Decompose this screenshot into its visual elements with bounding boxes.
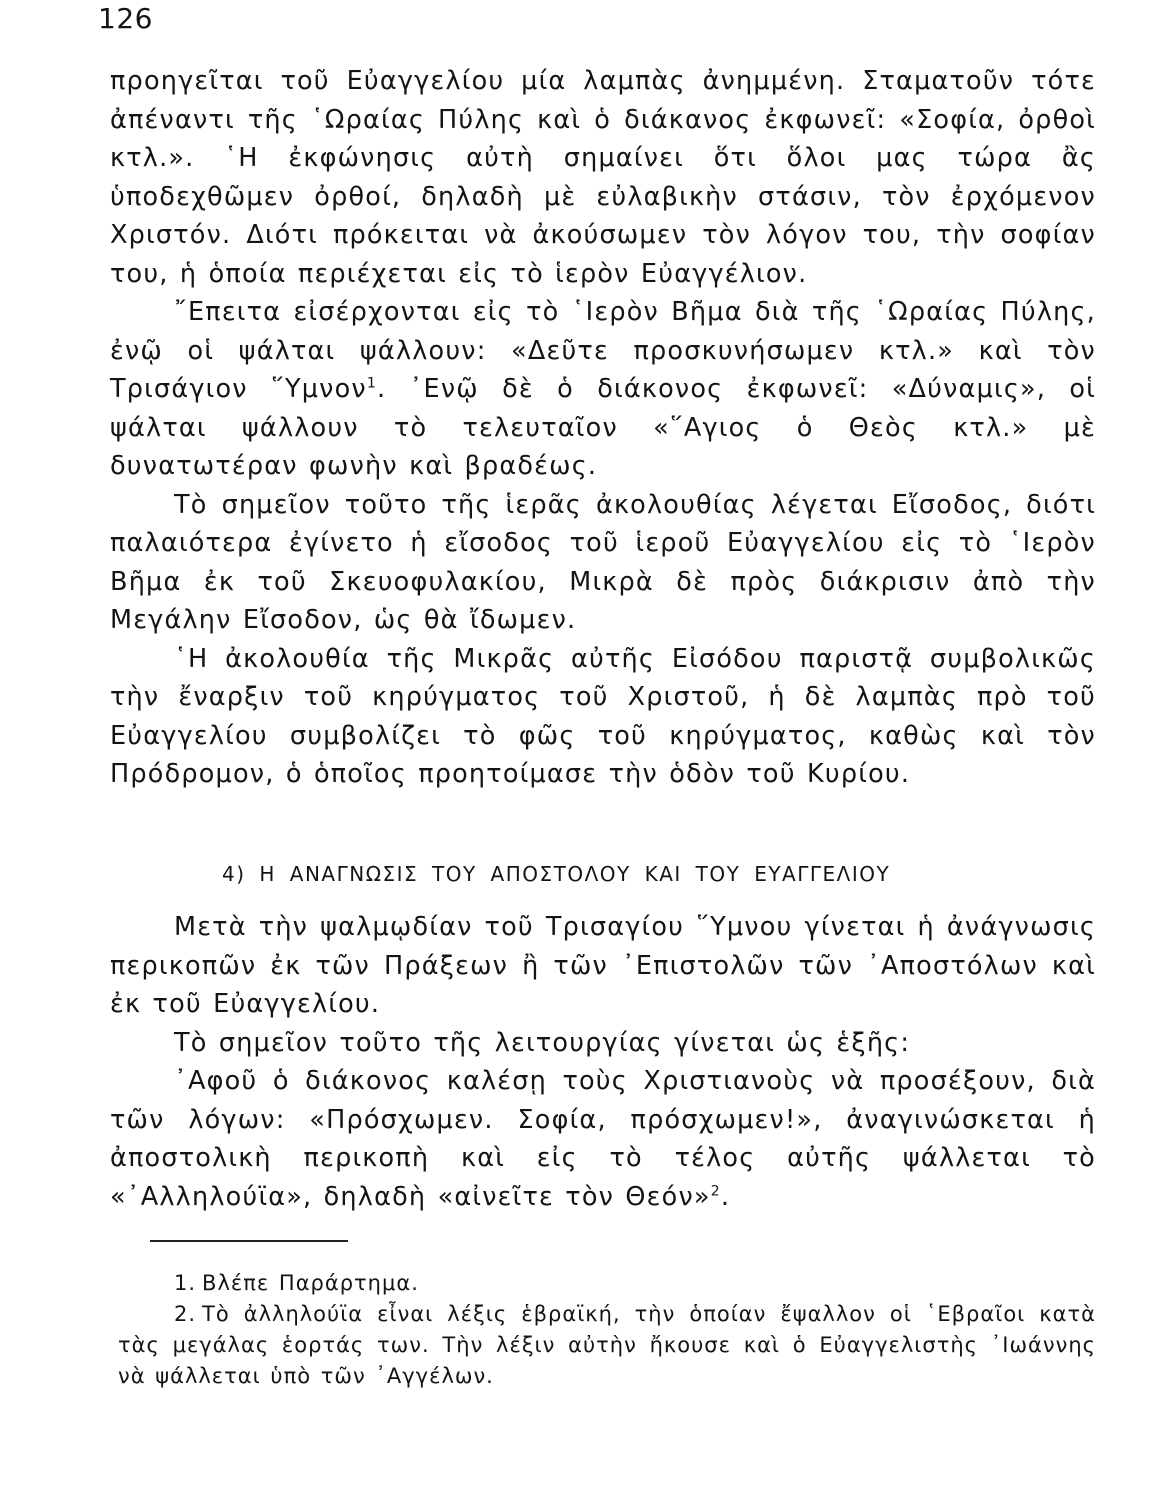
footnote-1-text: Βλέπε Παράρτημα. <box>202 1271 419 1295</box>
section-paragraph-2: Τὸ σημεῖον τοῦτο τῆς λειτουργίας γίνεται ὡς ἑξῆς: <box>174 1027 911 1058</box>
footnote-2-number: 2. <box>174 1302 197 1326</box>
footnote-divider <box>150 1240 348 1242</box>
footnotes <box>118 1268 1096 1392</box>
section-paragraph-3 <box>110 1062 1096 1216</box>
paragraph-1: προηγεῖται τοῦ Εὐαγγελίου μία λαμπὰς ἀνημμένη. Σταματοῦν τότε ἀπέναντι τῆς ῾Ωραίας Πύλης καὶ ὁ διάκανος ἐκφωνεῖ: «Σοφία, ὀρθοὶ κτλ.». ῾Η ἐκφώνησις αὐτὴ σημαίνει ὅτι ὅλοι μας τώρα ἂς ὑποδεχθῶμεν ὀρθοί, δηλαδὴ μὲ εὐλαβικὴν στάσιν, τὸν ἐρχόμενον Χριστόν. Διότι πρόκειται νὰ ἀκούσωμεν τὸν λόγον του, τὴν σοφίαν του, ἡ ὁποία περιέχεται εἰς τὸ ἱερὸν Εὐαγγέλιον. <box>110 66 1096 289</box>
section-heading: 4) Η ΑΝΑΓΝΩΣΙΣ ΤΟΥ ΑΠΟΣΤΟΛΟΥ ΚΑΙ ΤΟΥ ΕΥΑΓΓΕΛΙΟΥ <box>222 862 891 886</box>
main-text <box>110 62 1096 794</box>
paragraph-4: ῾Η ἀκολουθία τῆς Μικρᾶς αὐτῆς Εἰσόδου παριστᾷ συμβολικῶς τὴν ἔναρξιν τοῦ κηρύγματος τοῦ Χριστοῦ, ἡ δὲ λαμπὰς πρὸ τοῦ Εὐαγγελίου συμβολίζει τὸ φῶς τοῦ κηρύγματος, καθὼς καὶ τὸν Πρόδρομον, ὁ ὁποῖος προητοίμασε τὴν ὁδὸν τοῦ Κυρίου. <box>110 643 1096 789</box>
paragraph-3: Τὸ σημεῖον τοῦτο τῆς ἱερᾶς ἀκολουθίας λέγεται Εἴσοδος, διότι παλαιότερα ἐγίνετο ἡ εἴσοδος τοῦ ἱεροῦ Εὐαγγελίου εἰς τὸ ῾Ιερὸν Βῆμα ἐκ τοῦ Σκευοφυλακίου, Μικρὰ δὲ πρὸς διάκρισιν ἀπὸ τὴν Μεγάλην Εἴσοδον, ὡς θὰ ἴδωμεν. <box>110 489 1096 635</box>
footnote-ref-2: 2 <box>710 1183 721 1199</box>
footnote-1-number: 1. <box>174 1271 197 1295</box>
paragraph-2 <box>110 293 1096 486</box>
footnote-2 <box>118 1299 1096 1392</box>
footnote-1 <box>118 1268 1096 1299</box>
section-text <box>110 908 1096 1216</box>
section-paragraph-3-text-a: ᾿Αφοῦ ὁ διάκονος καλέσῃ τοὺς Χριστιανοὺς νὰ προσέξουν, διὰ τῶν λόγων: «Πρόσχωμεν. Σοφία, πρόσχωμεν!», ἀναγινώσκεται ἡ ἀποστολικὴ περικοπὴ καὶ εἰς τὸ τέλος αὐτῆς ψάλλεται τὸ «᾿Αλληλούϊα», δηλαδὴ «αἰνεῖτε τὸν Θεόν» <box>110 1066 1096 1212</box>
section-paragraph-3-text-b: . <box>720 1181 731 1212</box>
paragraph-2-text-a: ῎Επειτα εἰσέρχονται εἰς τὸ ῾Ιερὸν Βῆμα διὰ τῆς ῾Ωραίας Πύλης, ἐνῷ οἱ ψάλται ψάλλουν: «Δεῦτε προσκυνήσωμεν κτλ.» καὶ τὸν Τρισάγιον ῞Υμνον <box>110 297 1096 404</box>
paragraph-2-text-b: . ᾿Ενῷ δὲ ὁ διάκονος ἐκφωνεῖ: «Δύναμις», οἱ ψάλται ψάλλουν τὸ τελευταῖον «῞Αγιος ὁ Θεὸς κτλ.» μὲ δυνατωτέραν φωνὴν καὶ βραδέως. <box>110 374 1097 481</box>
page-number: 126 <box>98 2 153 35</box>
section-paragraph-1: Μετὰ τὴν ψαλμῳδίαν τοῦ Τρισαγίου ῞Υμνου γίνεται ἡ ἀνάγνωσις περικοπῶν ἐκ τῶν Πράξεων ἢ τῶν ᾿Επιστολῶν τῶν ᾿Αποστόλων καὶ ἐκ τοῦ Εὐαγγελίου. <box>110 912 1096 1019</box>
footnote-ref-1: 1 <box>366 375 377 392</box>
footnote-2-text: Τὸ ἀλληλούϊα εἶναι λέξις ἑβραϊκή, τὴν ὁποίαν ἔψαλλον οἱ ῾Εβραῖοι κατὰ τὰς μεγάλας ἑορτάς των. Τὴν λέξιν αὐτὴν ἤκουσε καὶ ὁ Εὐαγγελιστὴς ᾿Ιωάννης νὰ ψάλλεται ὑπὸ τῶν ᾿Αγγέλων. <box>118 1302 1096 1388</box>
